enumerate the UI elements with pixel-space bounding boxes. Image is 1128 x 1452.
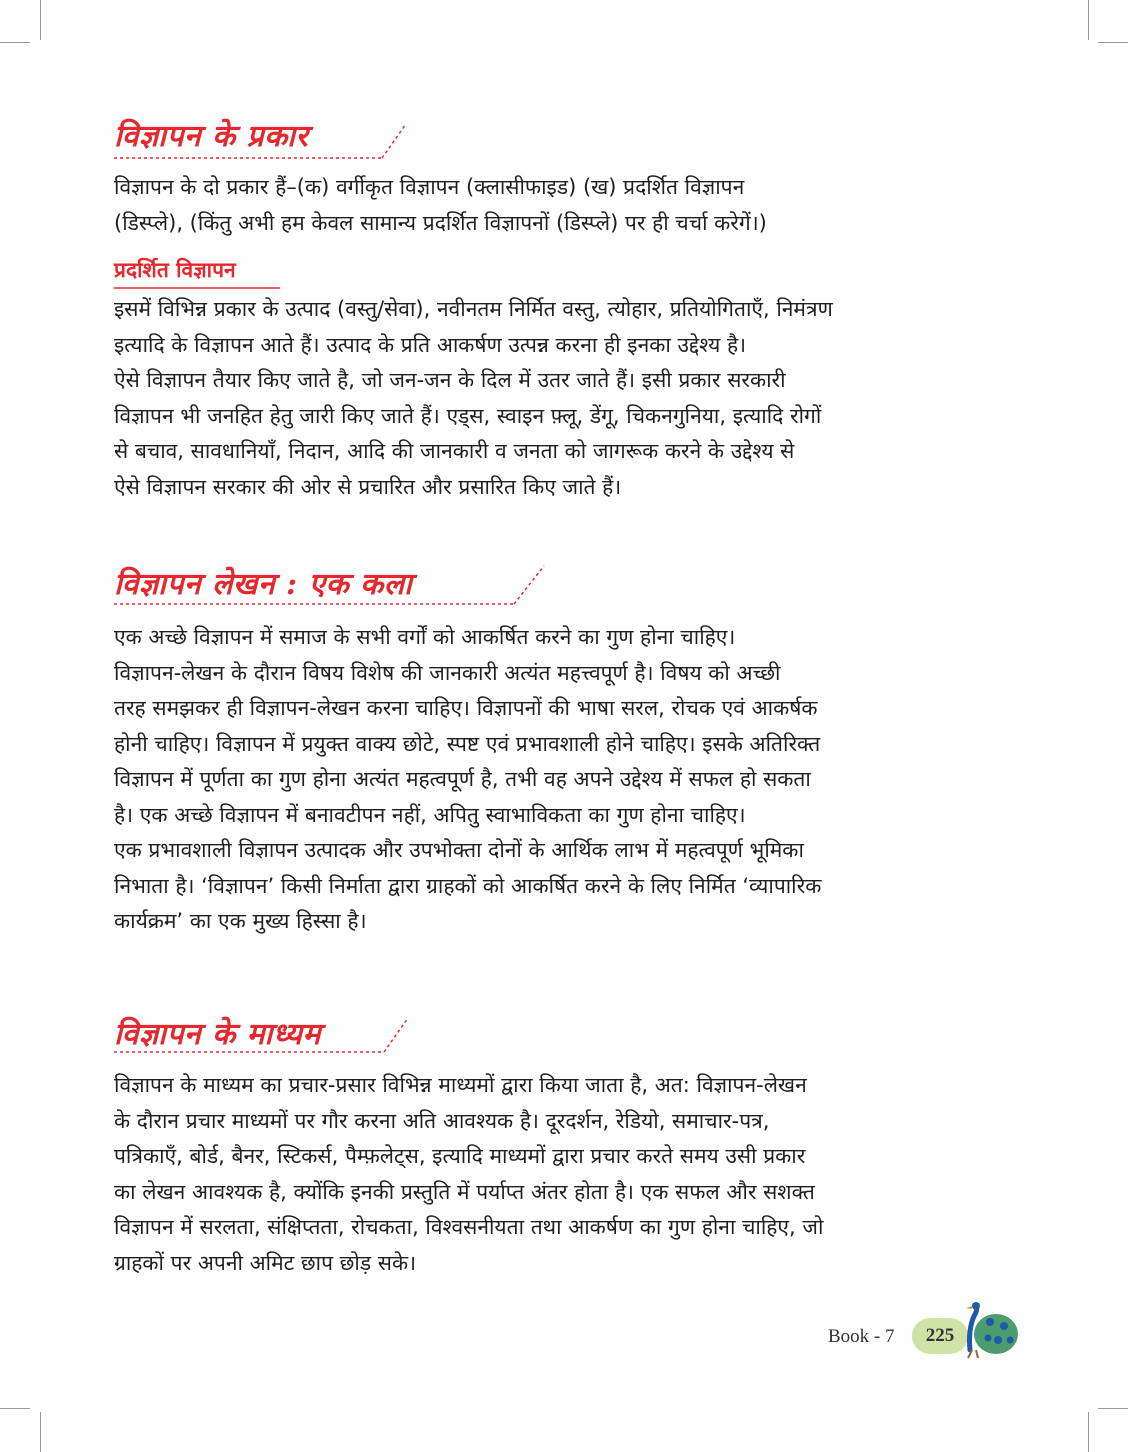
text-line: के दौरान प्रचार माध्यमों पर गौर करना अति आवश्यक है। दूरदर्शन, रेडियो, समाचार-पत्र,: [114, 1108, 770, 1133]
section-title-media: विज्ञापन के माध्यम: [114, 1017, 321, 1052]
crop-mark: [40, 1412, 41, 1452]
text-line: ऐसे विज्ञापन तैयार किए जाते है, जो जन-जन के दिल में उतर जाते हैं। इसी प्रकार सरकारी: [114, 368, 786, 392]
text-line: विज्ञापन में सरलता, संक्षिप्तता, रोचकता, विश्वसनीयता तथा आकर्षण का गुण होना चाहिए, जो: [114, 1215, 824, 1239]
title-underline: [114, 560, 554, 610]
subheading-underline: [114, 286, 284, 290]
crop-mark: [40, 0, 41, 40]
text-line: निभाता है। ‘विज्ञापन’ किसी निर्माता द्वारा ग्राहकों को आकर्षित करने के लिए निर्मित ‘व्यापारिक: [114, 873, 822, 898]
crop-mark: [0, 1408, 30, 1409]
crop-mark: [1098, 1408, 1128, 1409]
crop-mark: [1088, 0, 1089, 40]
text-line: होनी चाहिए। विज्ञापन में प्रयुक्त वाक्य छोटे, स्पष्ट एवं प्रभावशाली होने चाहिए। इसके अतिरिक्त: [114, 731, 821, 756]
text-line: इत्यादि के विज्ञापन आते हैं। उत्पाद के प्रति आकर्षण उत्पन्न करना ही इनका उद्देश्य है।: [114, 332, 747, 357]
title-underline: [114, 1012, 414, 1058]
text-line: इसमें विभिन्न प्रकार के उत्पाद (वस्तु/सेवा), नवीनतम निर्मित वस्तु, त्योहार, प्रतियोगिताएँ, निमंत्रण: [114, 297, 833, 321]
text-line: एक प्रभावशाली विज्ञापन उत्पादक और उपभोक्ता दोनों के आर्थिक लाभ में महत्वपूर्ण भूमिका: [114, 838, 804, 862]
text-line: तरह समझकर ही विज्ञापन-लेखन करना चाहिए। विज्ञापनों की भाषा सरल, रोचक एवं आकर्षक: [114, 696, 818, 720]
book-label: Book - 7: [828, 1326, 895, 1347]
text-line: पत्रिकाएँ, बोर्ड, बैनर, स्टिकर्स, पैम्फ़लेट्स, इत्यादि माध्यमों द्वारा प्रचार करते समय उसी प्रकार: [114, 1144, 806, 1168]
page-number: 225: [925, 1325, 955, 1346]
crop-mark: [1098, 42, 1128, 43]
paragraph-media: [114, 1068, 1016, 1281]
text-line: ऐसे विज्ञापन सरकार की ओर से प्रचारित और प्रसारित किए जाते हैं।: [114, 474, 622, 499]
peacock-icon: [950, 1300, 1020, 1360]
text-line: विज्ञापन में पूर्णता का गुण होना अत्यंत महत्वपूर्ण है, तभी वह अपने उद्देश्य में सफल हो सकता: [114, 767, 811, 791]
crop-mark: [0, 42, 30, 43]
title-underline: [114, 118, 414, 162]
subheading-display-ads: प्रदर्शित विज्ञापन: [114, 258, 236, 282]
text-line: कार्यक्रम’ का एक मुख्य हिस्सा है।: [114, 909, 367, 933]
text-line: है। एक अच्छे विज्ञापन में बनावटीपन नहीं, अपितु स्वाभाविकता का गुण होना चाहिए।: [114, 802, 746, 827]
paragraph-writing-art: [114, 620, 1016, 940]
text-line: विज्ञापन-लेखन के दौरान विषय विशेष की जानकारी अत्यंत महत्त्वपूर्ण है। विषय को अच्छी: [114, 660, 781, 685]
paragraph-types: [114, 170, 1016, 241]
text-line: विज्ञापन के माध्यम का प्रचार-प्रसार विभिन्न माध्यमों द्वारा किया जाता है, अत: विज्ञापन-लेखन: [114, 1073, 807, 1097]
section-title-writing-art: विज्ञापन लेखन : एक कला: [114, 567, 413, 602]
text-line: ग्राहकों पर अपनी अमिट छाप छोड़ सके।: [114, 1250, 417, 1275]
text-line: एक अच्छे विज्ञापन में समाज के सभी वर्गों को आकर्षित करने का गुण होना चाहिए।: [114, 625, 736, 649]
paragraph-display-ads: [114, 292, 1016, 505]
text-line: विज्ञापन के दो प्रकार हैं–(क) वर्गीकृत विज्ञापन (क्लासीफाइड) (ख) प्रदर्शित विज्ञापन: [114, 175, 745, 199]
text-line: विज्ञापन भी जनहित हेतु जारी किए जाते हैं। एड्स, स्वाइन फ़्लू, डेंगू, चिकनगुनिया, इत्यादि रोगों: [114, 403, 822, 428]
text-line: से बचाव, सावधानियाँ, निदान, आदि की जानकारी व जनता को जागरूक करने के उद्देश्य से: [114, 439, 795, 463]
text-line: (डिस्प्ले), (किंतु अभी हम केवल सामान्य प्रदर्शित विज्ञापनों (डिस्प्ले) पर ही चर्चा करेगें।): [114, 210, 767, 235]
crop-mark: [1088, 1412, 1089, 1452]
text-line: का लेखन आवश्यक है, क्योंकि इनकी प्रस्तुति में पर्याप्त अंतर होता है। एक सफल और सशक्त: [114, 1179, 815, 1204]
section-title-types: विज्ञापन के प्रकार: [114, 119, 309, 154]
